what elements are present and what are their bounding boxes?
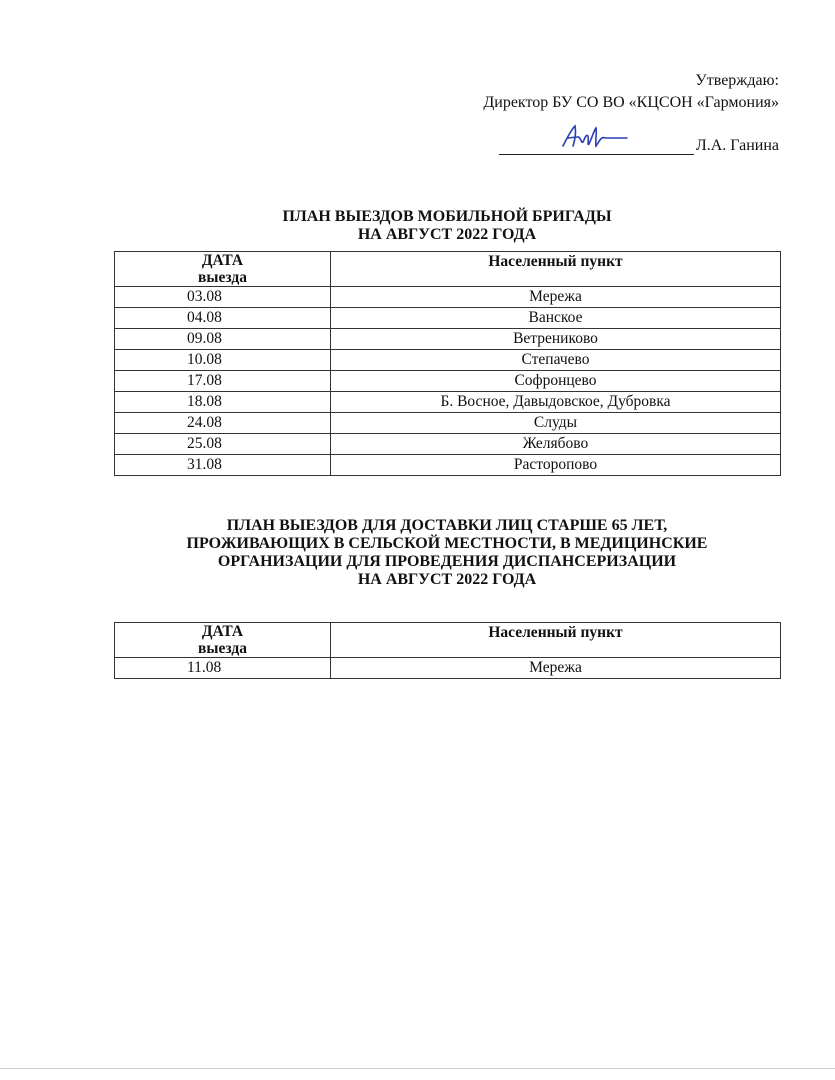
table-header-row: [115, 623, 781, 658]
table-header-row: [115, 252, 781, 287]
table-row: [115, 455, 781, 476]
approval-block: [483, 70, 779, 114]
signature-line: [499, 134, 694, 155]
date-cell: 17.08: [115, 371, 331, 392]
place-cell: Ванское: [331, 308, 781, 329]
table-row: [115, 658, 781, 679]
signature-image: [561, 124, 631, 150]
place-cell: Расторопово: [331, 455, 781, 476]
signature-row: [499, 134, 779, 155]
date-column-header: [115, 623, 331, 658]
date-cell: 11.08: [115, 658, 331, 679]
date-cell: 18.08: [115, 392, 331, 413]
plan2-title-line: ОРГАНИЗАЦИИ ДЛЯ ПРОВЕДЕНИЯ ДИСПАНСЕРИЗАЦИИ: [217, 553, 677, 570]
date-cell: 03.08: [115, 287, 331, 308]
plan2-title-line: НА АВГУСТ 2022 ГОДА: [357, 571, 537, 588]
date-cell: 24.08: [115, 413, 331, 434]
date-cell: 04.08: [115, 308, 331, 329]
director-name: Л.А. Ганина: [695, 137, 779, 154]
date-header-line2: выезда: [198, 269, 247, 286]
director-position: Директор БУ СО ВО «КЦСОН «Гармония»: [483, 94, 779, 111]
plan2-table: [114, 622, 781, 679]
place-cell: Мережа: [331, 658, 781, 679]
table-row: [115, 371, 781, 392]
place-cell: Мережа: [331, 287, 781, 308]
date-header-line2: выезда: [198, 640, 247, 657]
place-cell: Желябово: [331, 434, 781, 455]
date-cell: 10.08: [115, 350, 331, 371]
table-row: [115, 308, 781, 329]
table-row: [115, 329, 781, 350]
table-row: [115, 287, 781, 308]
date-cell: 09.08: [115, 329, 331, 350]
plan1-title: [114, 208, 780, 244]
table-row: [115, 434, 781, 455]
table-row: [115, 413, 781, 434]
plan1-table: [114, 251, 781, 476]
plan2-title-line: ПРОЖИВАЮЩИХ В СЕЛЬСКОЙ МЕСТНОСТИ, В МЕДИЦИНСКИЕ: [186, 535, 708, 552]
plan2-title-line: ПЛАН ВЫЕЗДОВ ДЛЯ ДОСТАВКИ ЛИЦ СТАРШЕ 65 ЛЕТ,: [226, 517, 668, 534]
place-cell: Слуды: [331, 413, 781, 434]
date-column-header: [115, 252, 331, 287]
plan2-title: [114, 517, 780, 589]
place-column-header: Населенный пункт: [331, 252, 781, 287]
date-header-line1: ДАТА: [201, 252, 244, 269]
place-cell: Софронцево: [331, 371, 781, 392]
approve-word: Утверждаю:: [695, 72, 779, 89]
table-row: [115, 350, 781, 371]
table-row: [115, 392, 781, 413]
date-cell: 25.08: [115, 434, 331, 455]
date-cell: 31.08: [115, 455, 331, 476]
plan1-title-line: НА АВГУСТ 2022 ГОДА: [357, 226, 537, 243]
place-column-header: Населенный пункт: [331, 623, 781, 658]
date-header-line1: ДАТА: [201, 623, 244, 640]
place-cell: Степачево: [331, 350, 781, 371]
place-cell: Б. Восное, Давыдовское, Дубровка: [331, 392, 781, 413]
place-cell: Ветрениково: [331, 329, 781, 350]
page-bottom-edge: [0, 1068, 835, 1069]
plan1-title-line: ПЛАН ВЫЕЗДОВ МОБИЛЬНОЙ БРИГАДЫ: [282, 208, 612, 225]
